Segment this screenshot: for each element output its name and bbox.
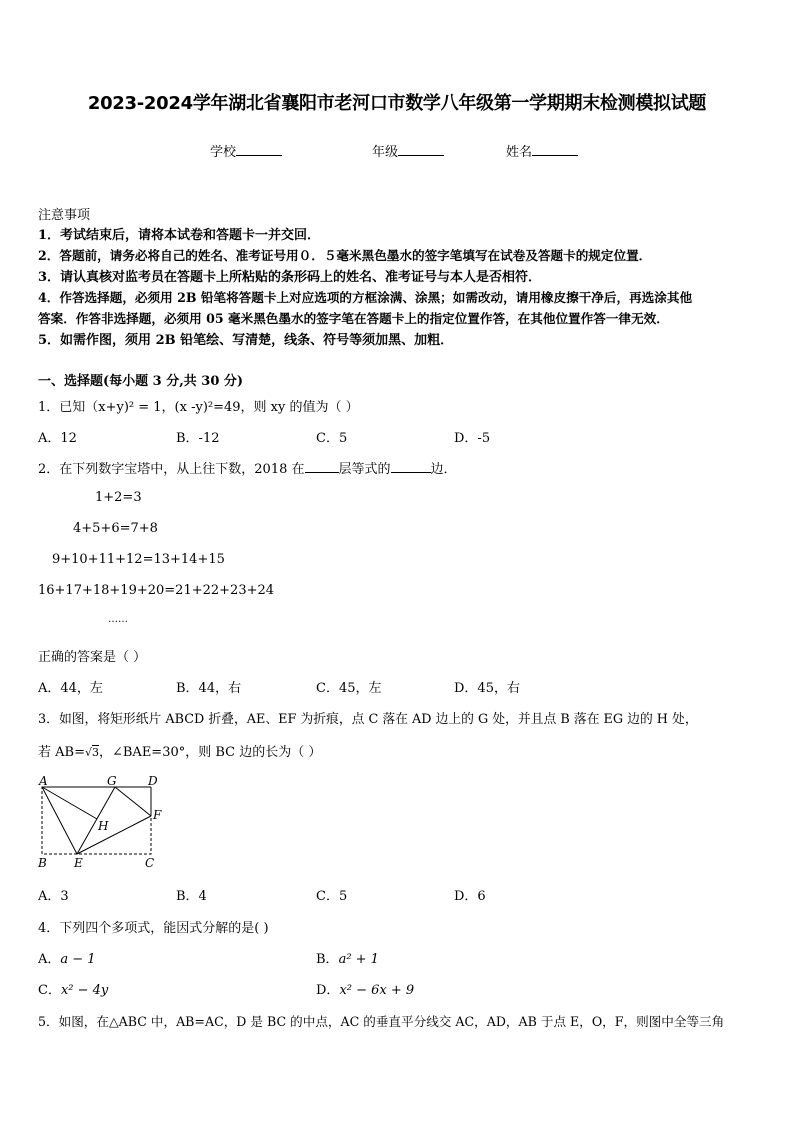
school-field [210, 141, 282, 160]
q1-stem: 1．已知（x+y)² = 1，(x -y)²=49，则 xy 的值为（ ） [38, 400, 359, 415]
q2-blank-1 [305, 460, 339, 473]
q2-pyramid-ellipsis: …… [108, 614, 128, 625]
grade-label: 年级 [372, 145, 399, 160]
q2-ask: 正确的答案是（ ） [38, 650, 147, 665]
name-blank [532, 143, 578, 156]
q1-option-b: B．-12 [176, 431, 220, 446]
q2-option-b: B．44，右 [176, 681, 242, 696]
q3-sqrt-value: 3 [91, 746, 99, 759]
q3-option-a: A．3 [38, 889, 69, 904]
sqrt-symbol: √ [84, 746, 92, 759]
q2-blank-2 [391, 460, 431, 473]
grade-field [372, 141, 444, 160]
notice-item-2: 2．答题前，请务必将自己的姓名、准考证号用０．５毫米黑色墨水的签字笔填写在试卷及答题卡的规定位置． [38, 248, 652, 263]
q3-option-b: B．4 [176, 889, 207, 904]
q3-stem-2-part2: ，∠BAE=30°，则 BC 边的长为（ ） [98, 745, 322, 760]
q4-option-d-label: D． [316, 983, 340, 998]
q3-stem-2 [38, 741, 321, 760]
q4-option-c-expr: x² − 4y [60, 983, 109, 998]
name-label: 姓名 [506, 145, 533, 160]
q4-option-b-expr: a² + 1 [338, 952, 379, 967]
q4-option-c-label: C． [38, 983, 61, 998]
label-h: H [98, 819, 109, 833]
q4-option-b-label: B． [316, 952, 339, 967]
q3-option-c: C．5 [316, 889, 348, 904]
q3-option-d: D．6 [454, 889, 486, 904]
notice-item-1: 1．考试结束后，请将本试卷和答题卡一并交回． [38, 228, 321, 243]
q1-option-a: A．12 [38, 431, 77, 446]
section-heading: 一、选择题(每小题 3 分,共 30 分) [38, 374, 244, 389]
q4-option-d [316, 979, 414, 998]
label-a: A [39, 774, 48, 788]
q4-option-c [38, 979, 108, 998]
label-c: C [145, 856, 155, 870]
q3-stem: 3．如图，将矩形纸片 ABCD 折叠，AE、EF 为折痕，点 C 落在 AD 边上的 G 处，并且点 B 落在 EG 边的 H 处， [38, 712, 698, 727]
q4-option-a-expr: a − 1 [60, 952, 96, 967]
q2-pyramid-line-2: 4+5+6=7+8 [73, 521, 158, 536]
q2-option-a: A．44，左 [38, 681, 103, 696]
q3-stem-2-part1: 若 AB= [38, 745, 85, 760]
q2-pyramid-line-4: 16+17+18+19+20=21+22+23+24 [38, 583, 275, 598]
q4-stem: 4．下列四个多项式，能因式分解的是( ) [38, 921, 269, 936]
q2-stem [38, 458, 457, 477]
q4-option-b [316, 948, 379, 967]
q2-stem-part2: 层等式的 [338, 462, 391, 477]
q5-stem: 5．如图，在△ABC 中，AB=AC，D 是 BC 的中点，AC 的垂直平分线交 AC，AD，AB 于点 E，O，F，则图中全等三角 [38, 1014, 725, 1029]
q2-option-d: D．45，右 [454, 681, 520, 696]
q1-option-d: D．-5 [454, 431, 491, 446]
label-g: G [107, 774, 117, 788]
name-field [506, 141, 578, 160]
q4-option-a [38, 948, 96, 967]
notice-item-3: 3．请认真核对监考员在答题卡上所粘贴的条形码上的姓名、准考证号与本人是否相符． [38, 270, 542, 285]
q2-stem-part1: 2．在下列数字宝塔中，从上往下数，2018 在 [38, 462, 305, 477]
school-blank [236, 143, 282, 156]
exam-title: 2023-2024学年湖北省襄阳市老河口市数学八年级第一学期期末检测模拟试题 [87, 93, 707, 114]
notice-heading: 注意事项 [38, 208, 91, 223]
q2-pyramid-line-1: 1+2=3 [95, 490, 142, 505]
q3-figure [34, 774, 166, 874]
label-f: F [153, 808, 162, 822]
q1-option-c: C．5 [316, 431, 348, 446]
q2-stem-part3: 边． [430, 462, 457, 477]
q2-pyramid-line-3: 9+10+11+12=13+14+15 [52, 552, 225, 567]
q2-option-c: C．45，左 [316, 681, 382, 696]
q4-option-d-expr: x² − 6x + 9 [339, 983, 415, 998]
notice-item-4: 4．作答选择题，必须用 2B 铅笔将答题卡上对应选项的方框涂满、涂黑；如需改动，请用橡皮擦干净后，再选涂其他 [38, 290, 693, 305]
grade-blank [398, 143, 444, 156]
label-d: D [148, 774, 158, 788]
label-b: B [38, 856, 47, 870]
segment-gf [115, 787, 151, 816]
notice-item-5: 5．如需作图，须用 2B 铅笔绘、写清楚，线条、符号等须加黑、加粗． [38, 333, 454, 348]
q4-option-a-label: A． [38, 952, 61, 967]
school-label: 学校 [210, 145, 237, 160]
label-e: E [74, 856, 83, 870]
notice-item-4-cont: 答案．作答非选择题，必须用 05 毫米黑色墨水的签字笔在答题卡上的指定位置作答，在其他位置作答一律无效． [38, 311, 669, 326]
